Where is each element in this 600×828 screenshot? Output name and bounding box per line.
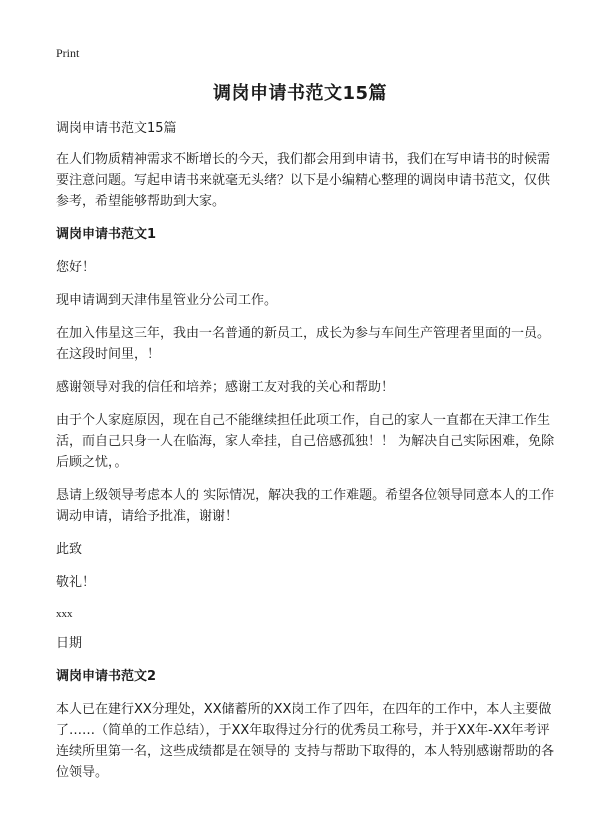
body-paragraph: 由于个人家庭原因，现在自己不能继续担任此项工作，自己的家人一直都在天津工作生活，而自己只身一人在临海，家人牵挂，自己倍感孤独！！ 为解决自己实际困难，免除后顾之忧，。 [56, 413, 555, 470]
document-body [56, 118, 556, 795]
document-title: 调岗申请书范文15篇 [212, 83, 388, 104]
closing-salute: 敬礼！ [56, 575, 96, 590]
section-heading: 调岗申请书范文2 [56, 669, 157, 684]
body-paragraph: 在加入伟星这三年，我由一名普通的新员工，成长为参与车间生产管理者里面的一员。 在这段时间里，！ [56, 326, 551, 362]
signature-placeholder: xxx [56, 608, 73, 620]
greeting: 您好！ [56, 260, 96, 275]
print-label: Print [56, 46, 80, 60]
body-paragraph: 感谢领导对我的信任和培养；感谢工友对我的关心和帮助！ [56, 380, 395, 395]
closing-line: 此致 [56, 542, 83, 557]
body-paragraph: 现申请调到天津伟星管业分公司工作。 [56, 293, 278, 308]
intro-paragraph: 在人们物质精神需求不断增长的今天，我们都会用到申请书，我们在写申请书的时候需要注意问题。写起申请书来就毫无头绪？以下是小编精心整理的调岗申请书范文，仅供参考，希望能够帮助到大家。 [56, 152, 551, 209]
document-subtitle: 调岗申请书范文15篇 [56, 121, 177, 136]
date-line: 日期 [56, 636, 83, 651]
body-paragraph: 本人已在建行XX分理处，XX储蓄所的XX岗工作了四年，在四年的工作中，本人主要做了……（简单的工作总结），于XX年取得过分行的优秀员工称号，并于XX年-XX年考评连续所里第一名，这些成绩都是在领导的 支持与帮助下取得的，本人特别感谢帮助的各位领导。 [56, 702, 555, 780]
body-paragraph: 恳请上级领导考虑本人的 实际情况，解决我的工作难题。希望各位领导同意本人的工作调动申请，请给予批准，谢谢！ [56, 488, 555, 524]
section-heading: 调岗申请书范文1 [56, 227, 157, 242]
